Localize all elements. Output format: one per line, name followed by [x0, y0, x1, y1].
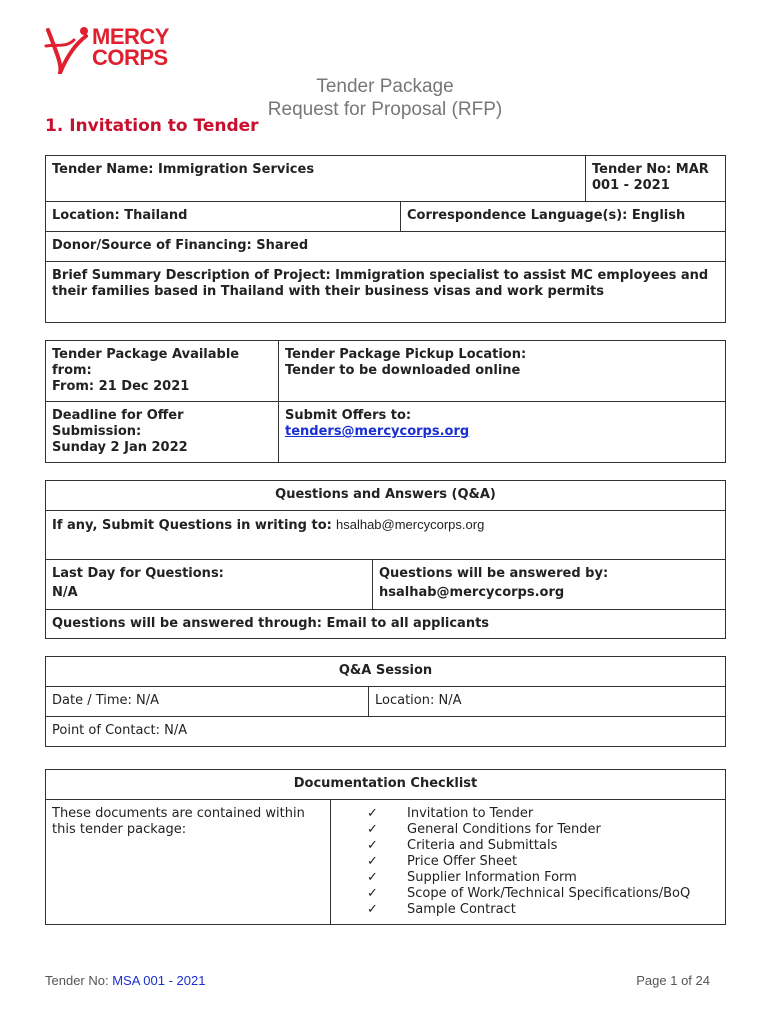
project-summary: Brief Summary Description of Project: Immigration specialist to assist MC employees and their families based in Thailand with their business visas and work permits	[46, 262, 726, 323]
checkmark-icon: ✓	[367, 838, 378, 853]
checklist-heading: Documentation Checklist	[46, 770, 726, 800]
package-available	[46, 341, 279, 402]
qa-session-location: Location: N/A	[369, 687, 726, 717]
checklist-item-label: Sample Contract	[407, 902, 516, 917]
qa-submit-prefix: If any, Submit Questions in writing to:	[52, 518, 332, 533]
offer-deadline-date: Sunday 2 Jan 2022	[52, 440, 188, 455]
checklist-item	[367, 902, 719, 918]
checklist-item	[367, 870, 719, 886]
checklist-item	[367, 822, 719, 838]
checkmark-icon: ✓	[367, 806, 378, 821]
checklist-item	[367, 806, 719, 822]
checklist-item-label: Criteria and Submittals	[407, 838, 558, 853]
footer-tender-no	[45, 973, 205, 988]
submit-offers	[279, 402, 726, 463]
logo-line-2: CORPS	[92, 45, 168, 70]
document-title: Tender Package	[316, 76, 454, 97]
mercy-corps-logo	[44, 26, 174, 76]
checkmark-icon: ✓	[367, 854, 378, 869]
qa-table	[45, 480, 726, 639]
qa-session-table	[45, 656, 726, 747]
tender-name: Tender Name: Immigration Services	[46, 156, 586, 202]
checklist-item-label: Invitation to Tender	[407, 806, 534, 821]
pickup-location-value: Tender to be downloaded online	[285, 363, 521, 378]
checklist-items-cell	[331, 800, 726, 925]
document-subtitle: Request for Proposal (RFP)	[267, 99, 503, 120]
checklist-items	[367, 806, 719, 918]
tender-info-table	[45, 155, 726, 323]
footer-tender-number: MSA 001 - 2021	[112, 973, 206, 988]
qa-session-heading: Q&A Session	[46, 657, 726, 687]
checkmark-icon: ✓	[367, 870, 378, 885]
checklist-item	[367, 838, 719, 854]
submit-offers-label: Submit Offers to:	[285, 408, 412, 423]
tender-no	[586, 156, 726, 202]
qa-last-day	[46, 560, 373, 610]
checklist-item-label: Supplier Information Form	[407, 870, 577, 885]
checklist-item	[367, 854, 719, 870]
checklist-item-label: Price Offer Sheet	[407, 854, 518, 869]
checklist-item	[367, 886, 719, 902]
qa-session-date-time: Date / Time: N/A	[46, 687, 369, 717]
documentation-checklist-table	[45, 769, 726, 925]
qa-session-contact: Point of Contact: N/A	[46, 717, 726, 747]
footer-page-number: Page 1 of 24	[636, 973, 710, 988]
package-available-date: From: 21 Dec 2021	[52, 379, 190, 394]
qa-last-day-label: Last Day for Questions:	[52, 566, 224, 581]
offer-deadline	[46, 402, 279, 463]
checkmark-icon: ✓	[367, 902, 378, 917]
checklist-description: These documents are contained within this tender package:	[46, 800, 331, 925]
qa-last-day-value: N/A	[52, 585, 78, 600]
logo-line-1: MERCY	[92, 24, 169, 49]
qa-submit-email: hsalhab@mercycorps.org	[335, 517, 485, 532]
qa-answered-by	[373, 560, 726, 610]
qa-submit-questions	[46, 511, 726, 560]
pickup-location-label: Tender Package Pickup Location:	[285, 347, 527, 362]
logo-wordmark	[92, 26, 169, 68]
qa-answered-by-value: hsalhab@mercycorps.org	[379, 585, 565, 600]
checklist-item-label: General Conditions for Tender	[407, 822, 601, 837]
pickup-location	[279, 341, 726, 402]
correspondence-language: Correspondence Language(s): English	[401, 202, 726, 232]
section-title: 1. Invitation to Tender	[45, 116, 259, 136]
offer-deadline-label-1: Deadline for Offer	[52, 408, 184, 423]
qa-answered-through: Questions will be answered through: Email to all applicants	[46, 610, 726, 639]
checkmark-icon: ✓	[367, 822, 378, 837]
donor-source: Donor/Source of Financing: Shared	[46, 232, 726, 262]
qa-heading: Questions and Answers (Q&A)	[46, 481, 726, 511]
mercy-corps-mark-icon	[44, 26, 90, 74]
offer-deadline-label-2: Submission:	[52, 424, 142, 439]
tender-location: Location: Thailand	[46, 202, 401, 232]
package-available-label-1: Tender Package Available	[52, 347, 240, 362]
submit-offers-email-link[interactable]: tenders@mercycorps.org	[285, 424, 470, 439]
footer-tender-prefix: Tender No:	[45, 973, 109, 988]
qa-answered-by-label: Questions will be answered by:	[379, 566, 609, 581]
tender-dates-table	[45, 340, 726, 463]
checkmark-icon: ✓	[367, 886, 378, 901]
checklist-item-label: Scope of Work/Technical Specifications/BoQ	[407, 886, 691, 901]
tender-no-line-1: Tender No: MAR	[592, 162, 709, 177]
package-available-label-2: from:	[52, 363, 92, 378]
tender-no-line-2: 001 - 2021	[592, 178, 670, 193]
